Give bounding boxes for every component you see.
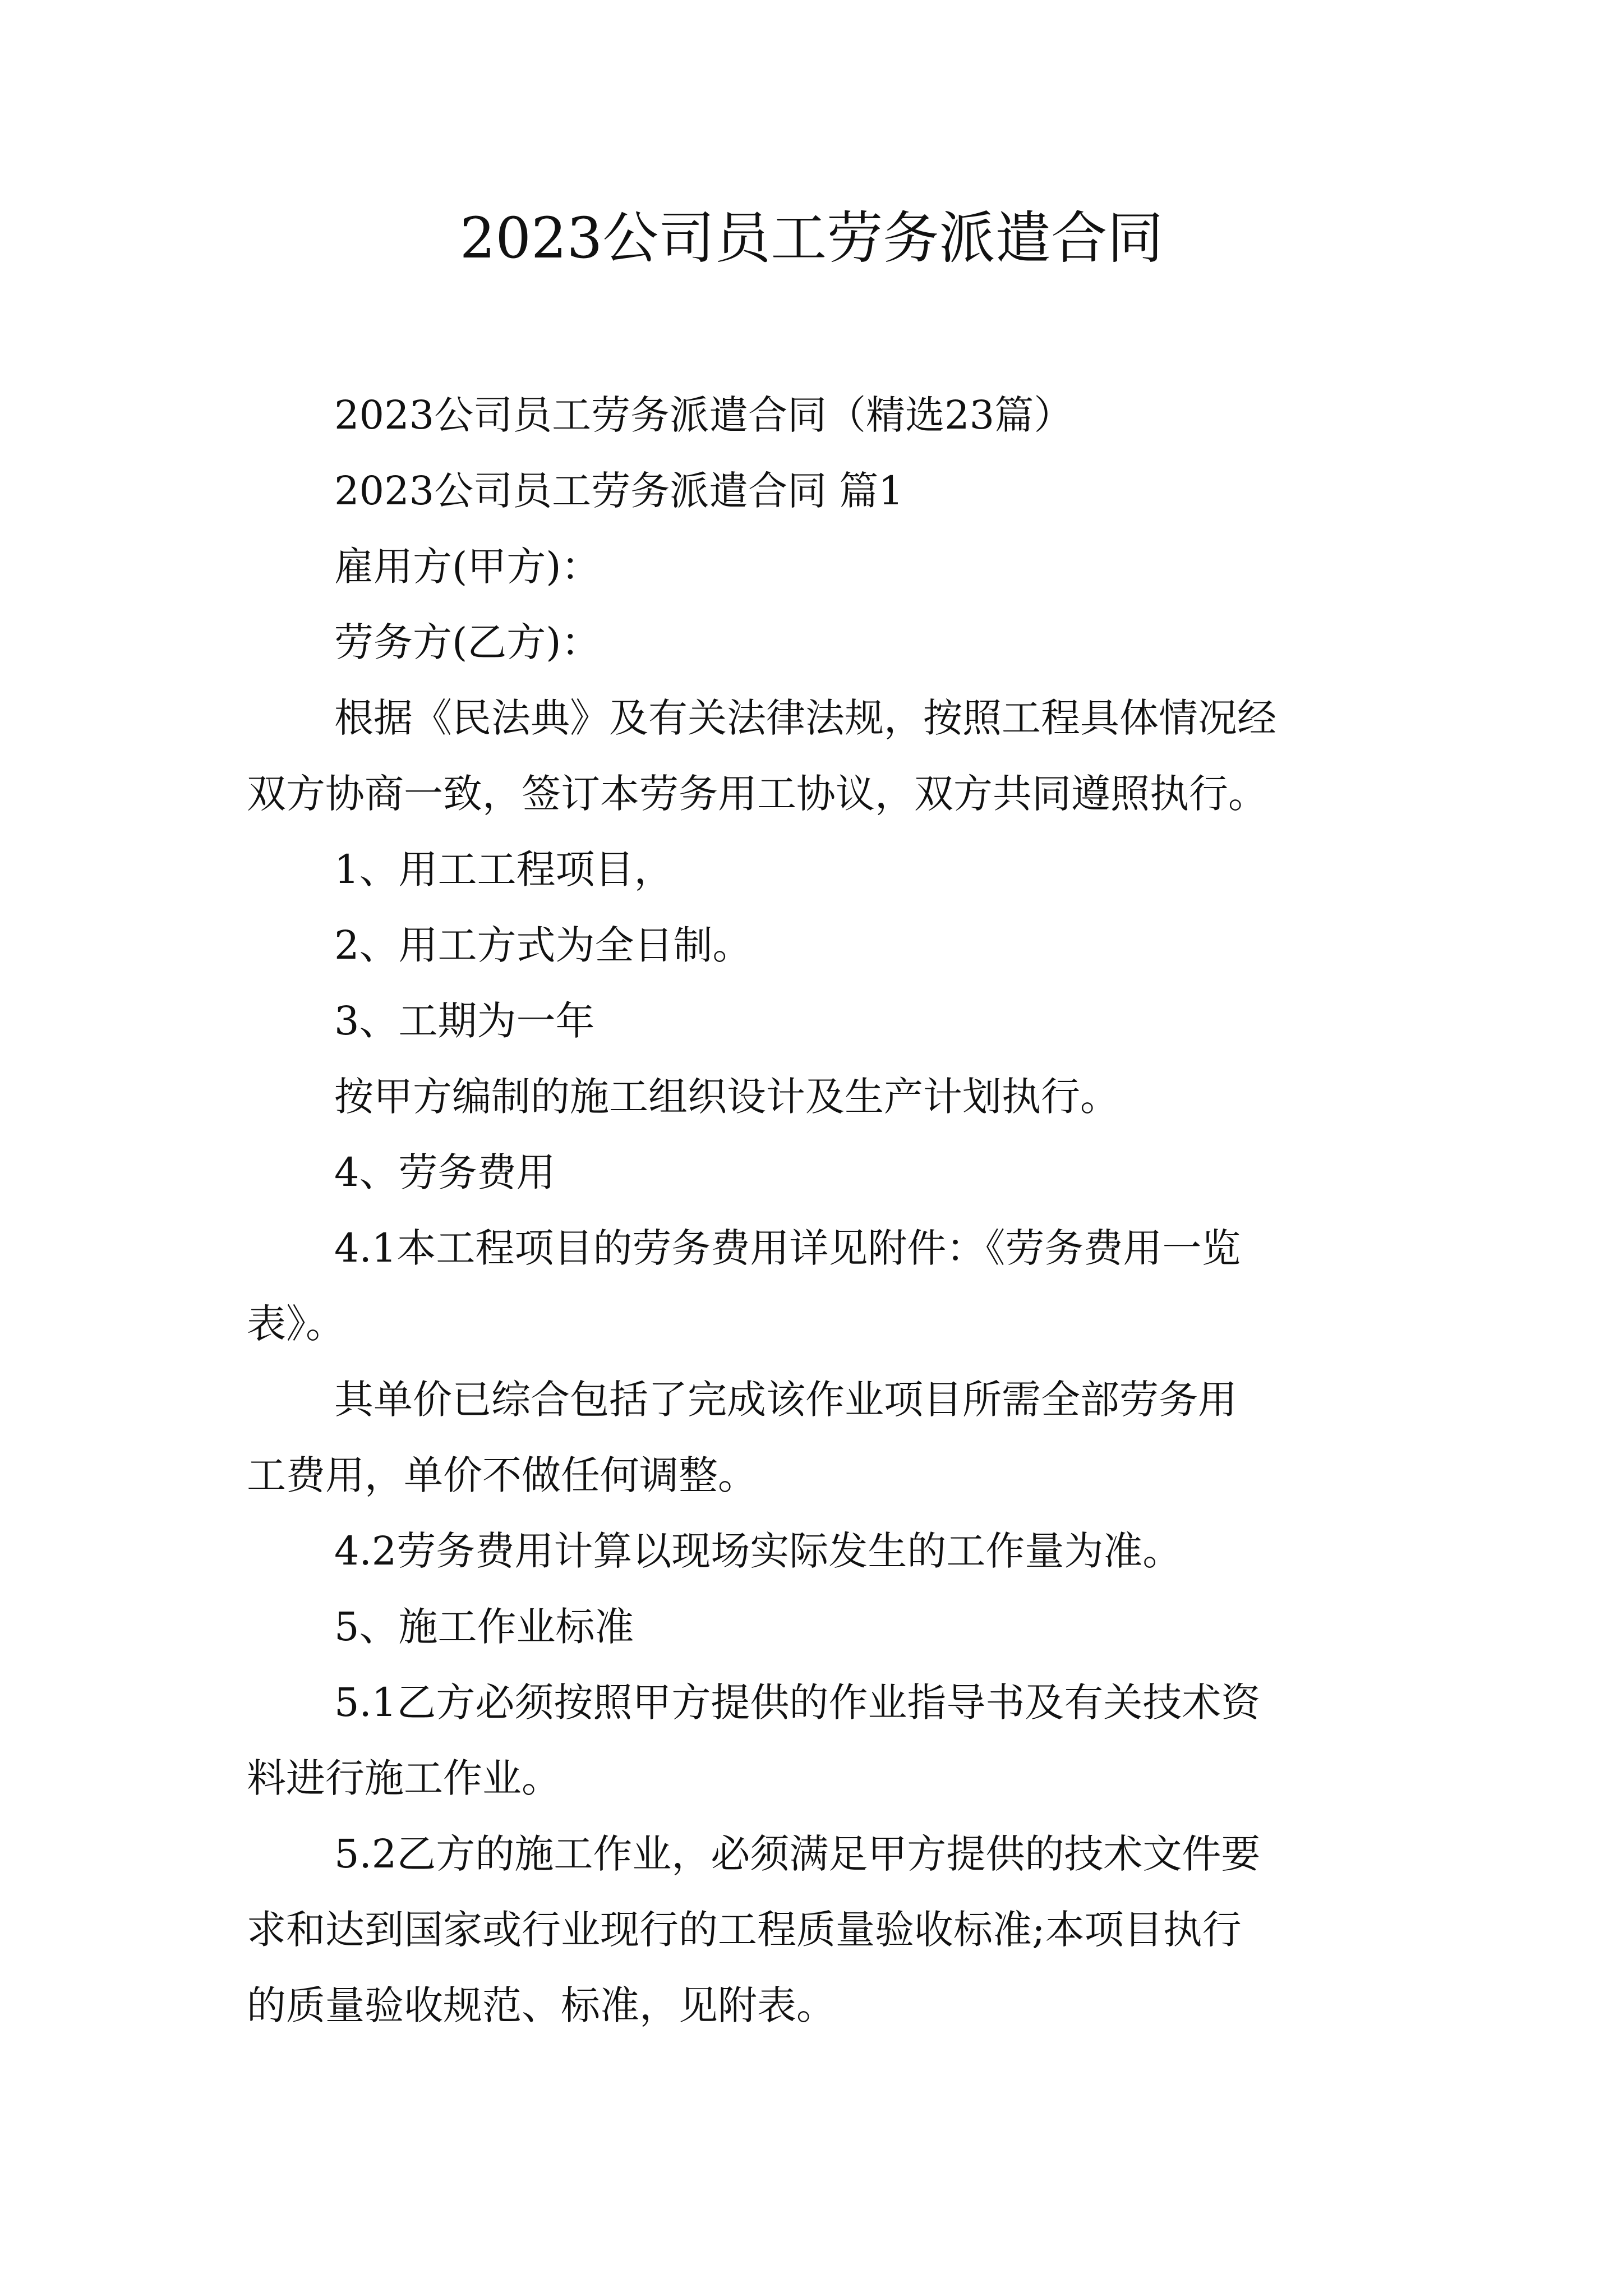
- text-line: 4.1本工程项目的劳务费用详见附件：《劳务费用一览: [334, 1225, 1241, 1271]
- text-line: 3、工期为一年: [334, 998, 595, 1044]
- text-line: 双方协商一致，签订本劳务用工协议，双方共同遵照执行。: [247, 771, 1267, 817]
- text-line: 的质量验收规范、标准，见附表。: [247, 1982, 836, 2028]
- text-line-party-b: 劳务方(乙方)：: [334, 619, 601, 665]
- text-line-section-heading: 2023公司员工劳务派遣合同 篇1: [334, 468, 903, 514]
- text-line: 表》。: [247, 1301, 345, 1347]
- text-line: 2、用工方式为全日制。: [334, 922, 752, 968]
- text-line: 料进行施工作业。: [247, 1755, 561, 1801]
- text-line: 其单价已综合包括了完成该作业项目所需全部劳务用: [334, 1377, 1237, 1423]
- text-line: 4.2劳务费用计算以现场实际发生的工作量为准。: [334, 1528, 1182, 1574]
- text-line: 4、劳务费用: [334, 1149, 556, 1195]
- text-line: 求和达到国家或行业现行的工程质量验收标准;本项目执行: [247, 1907, 1242, 1953]
- text-line: 5.1乙方必须按照甲方提供的作业指导书及有关技术资: [334, 1680, 1261, 1726]
- text-line-party-a: 雇用方(甲方)：: [334, 544, 601, 590]
- text-line: 5、施工作业标准: [334, 1604, 634, 1650]
- text-line: 工费用，单价不做任何调整。: [247, 1452, 757, 1498]
- text-line: 5.2乙方的施工作业，必须满足甲方提供的技术文件要: [334, 1831, 1261, 1877]
- text-line: 按甲方编制的施工组织设计及生产计划执行。: [334, 1074, 1119, 1120]
- document-title: 2023公司员工劳务派遣合同: [459, 205, 1164, 271]
- text-line: 1、用工工程项目，: [334, 846, 674, 892]
- text-line-subtitle: 2023公司员工劳务派遣合同（精选23篇）: [334, 392, 1073, 438]
- text-line: 根据《民法典》及有关法律法规，按照工程具体情况经: [334, 695, 1276, 741]
